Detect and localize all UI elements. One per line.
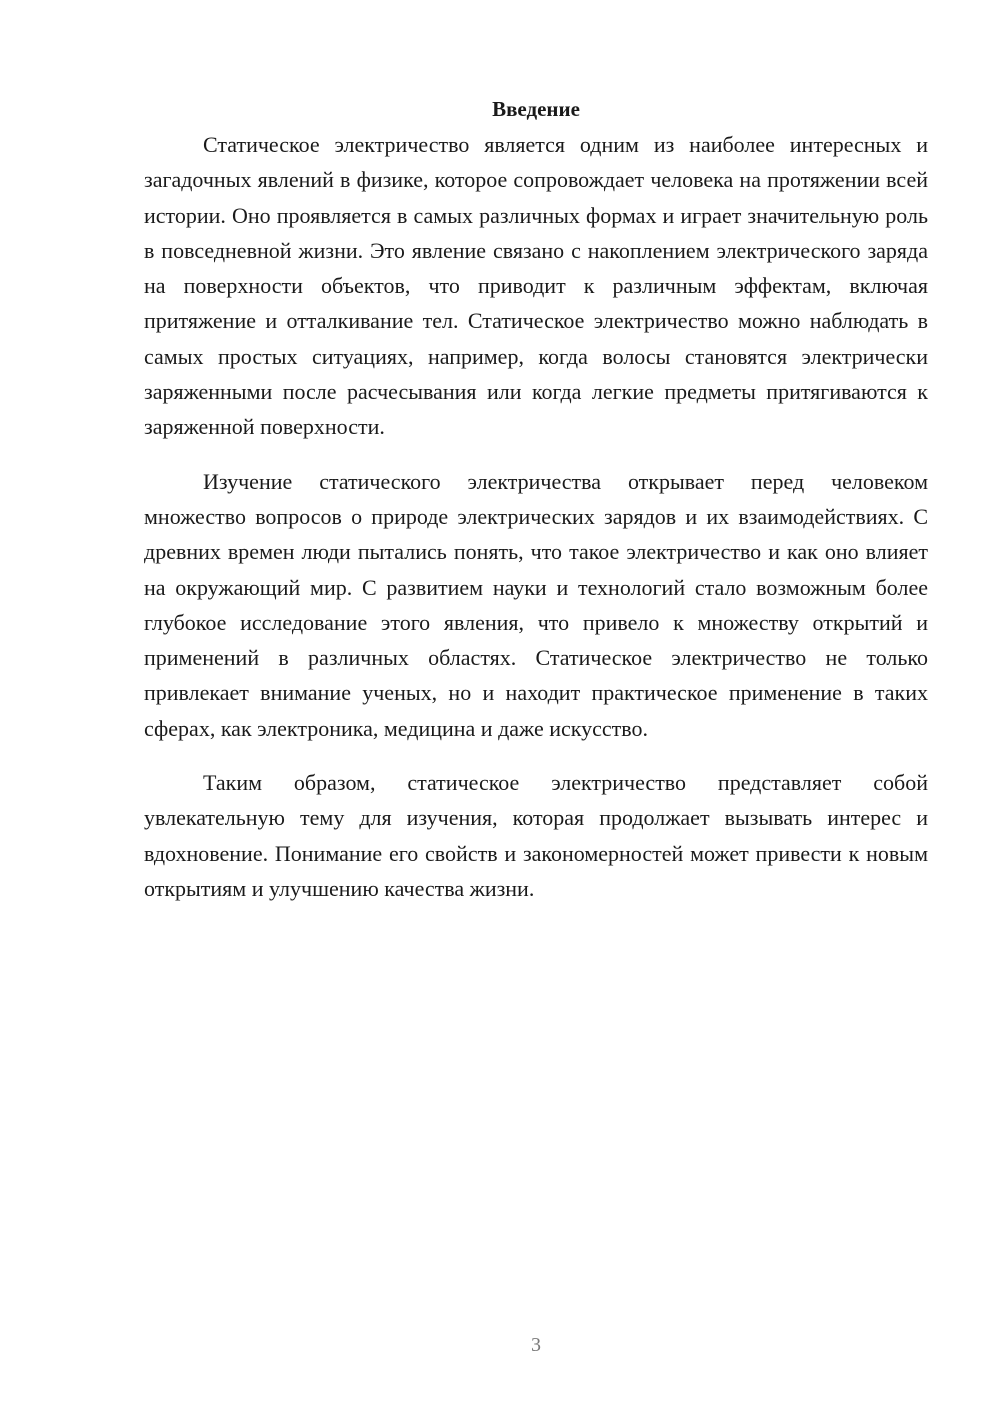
- paragraph-3: Таким образом, статическое электричество представляет собой увлекательную тему для изучения, которая продолжает вызывать интерес и вдохновение. Понимание его свойств и закономерностей может привести к новым открытиям и улучшению качества жизни.: [144, 770, 928, 901]
- paragraph-2: Изучение статического электричества открывает перед человеком множество вопросов о природе электрических зарядов и их взаимодействиях. С древних времен люди пытались понять, что такое электричество и как оно влияет на окружающий мир. С развитием науки и технологий стало возможным более глубокое исследование этого явления, что привело к множеству открытий и применений в различных областях. Статическое электричество не только привлекает внимание ученых, но и находит практическое применение в таких сферах, как электроника, медицина и даже искусство.: [144, 468, 928, 741]
- page-content: [144, 92, 928, 925]
- page-number: 3: [531, 1334, 541, 1356]
- section-title: Введение: [492, 97, 580, 121]
- paragraph-1: Статическое электричество является одним из наиболее интересных и загадочных явлений в физике, которое сопровождает человека на протяжении всей истории. Оно проявляется в самых различных формах и играет значительную роль в повседневной жизни. Это явление связано с накоплением электрического заряда на поверхности объектов, что приводит к различным эффектам, включая притяжение и отталкивание тел. Статическое электричество можно наблюдать в самых простых ситуациях, например, когда волосы становятся электрически заряженными после расчесывания или когда легкие предметы притягиваются к заряженной поверхности.: [144, 132, 928, 440]
